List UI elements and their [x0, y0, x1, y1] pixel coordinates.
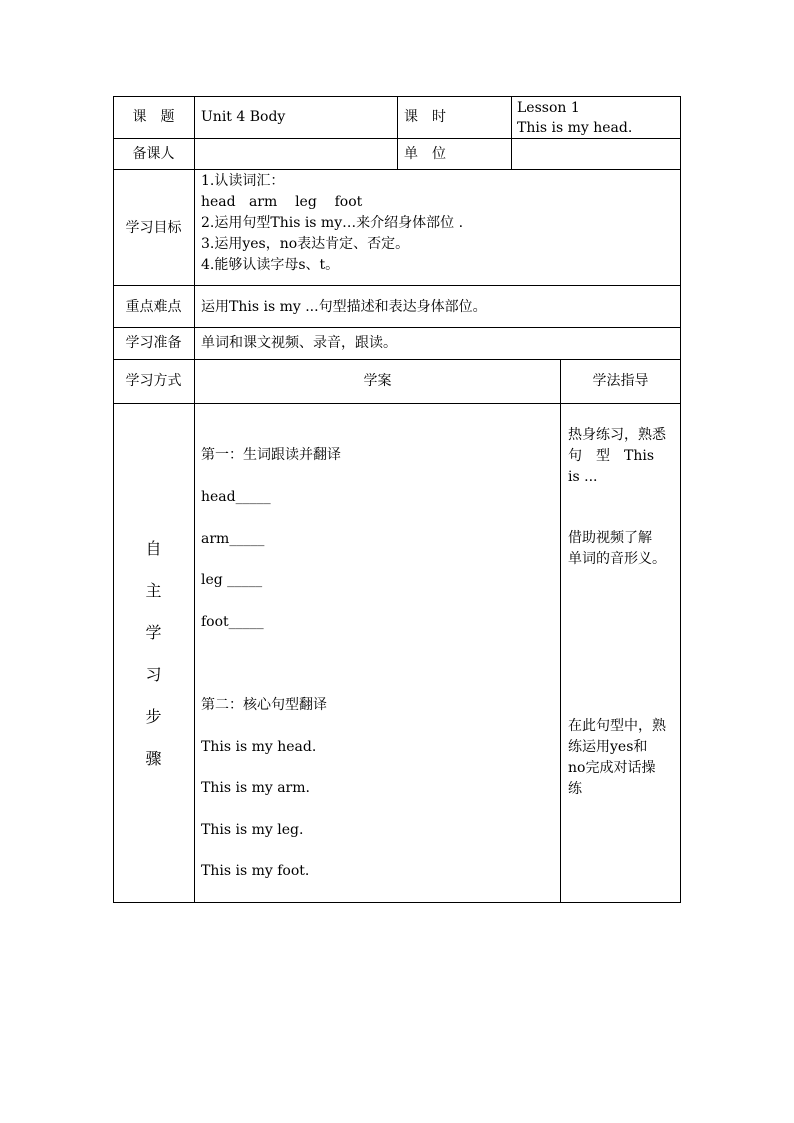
table-border-right [680, 96, 681, 903]
teacher-label: 备课人 [132, 146, 175, 162]
vocab-word: head_____ [201, 489, 271, 505]
part2-title: 第二：核心句型翻译 [201, 697, 327, 713]
lesson-plan-table [113, 96, 681, 903]
part1-title: 第一：生词跟读并翻译 [201, 447, 341, 463]
core-sentence: This is my head. [201, 739, 317, 755]
objectives-label: 学习目标 [125, 220, 182, 236]
row-divider [113, 327, 681, 328]
guide-line: is ... [568, 469, 598, 485]
vocab-word: foot_____ [201, 614, 264, 630]
vocab-word: arm_____ [201, 531, 265, 547]
objective-item: 4.能够认读字母s、t。 [201, 257, 340, 273]
row-divider [113, 359, 681, 360]
core-sentence: This is my arm. [201, 780, 310, 796]
side-label-char: 学 [145, 623, 162, 642]
vocab-word: leg _____ [201, 572, 263, 588]
objective-item: 3.运用yes，no表达肯定、否定。 [201, 236, 410, 252]
guide-note-2 [568, 528, 676, 570]
plan-header: 学案 [363, 373, 392, 389]
unit-label: 单 位 [404, 146, 446, 162]
guide-line: 在此句型中，熟 [568, 718, 666, 734]
key-points-label: 重点难点 [125, 299, 182, 315]
topic-value: Unit 4 Body [201, 109, 286, 125]
side-label-char: 主 [145, 581, 162, 600]
lesson-number: Lesson 1 [517, 100, 580, 116]
lesson-title: This is my head. [517, 120, 633, 136]
guide-line: 热身练习，熟悉 [568, 427, 666, 443]
row-divider [113, 403, 681, 404]
objective-item: head arm leg foot [201, 194, 363, 210]
guide-line: no完成对话操 [568, 760, 656, 776]
column-divider [194, 96, 195, 903]
preparation-label: 学习准备 [125, 335, 182, 351]
core-sentence: This is my foot. [201, 863, 310, 879]
objective-item: 1.认读词汇： [201, 173, 285, 189]
core-sentence: This is my leg. [201, 822, 304, 838]
side-label-char: 骤 [145, 749, 162, 768]
guide-note-1 [568, 425, 676, 488]
table-border-bottom [113, 902, 681, 903]
period-label: 课 时 [404, 109, 446, 125]
side-label-char: 习 [145, 665, 162, 684]
column-divider [511, 96, 512, 169]
method-header: 学习方式 [125, 373, 182, 389]
side-label-char: 步 [145, 707, 162, 726]
guide-note-3 [568, 716, 676, 800]
guide-line: 借助视频了解 [568, 530, 652, 546]
column-divider [560, 359, 561, 903]
guide-line: 单词的音形义。 [568, 551, 666, 567]
guide-line: 练运用yes和 [568, 739, 648, 755]
column-divider [397, 96, 398, 169]
preparation-value: 单词和课文视频、录音，跟读。 [201, 335, 397, 351]
guide-header: 学法指导 [592, 373, 649, 389]
guide-line: 句 型 This [568, 448, 655, 464]
key-points-value: 运用This is my ...句型描述和表达身体部位。 [201, 299, 487, 315]
row-divider [113, 285, 681, 286]
side-label-char: 自 [145, 539, 162, 558]
guide-line: 练 [568, 781, 582, 797]
topic-label: 课 题 [132, 109, 175, 125]
row-divider [113, 169, 681, 170]
objective-item: 2.运用句型This is my…来介绍身体部位 . [201, 215, 464, 231]
